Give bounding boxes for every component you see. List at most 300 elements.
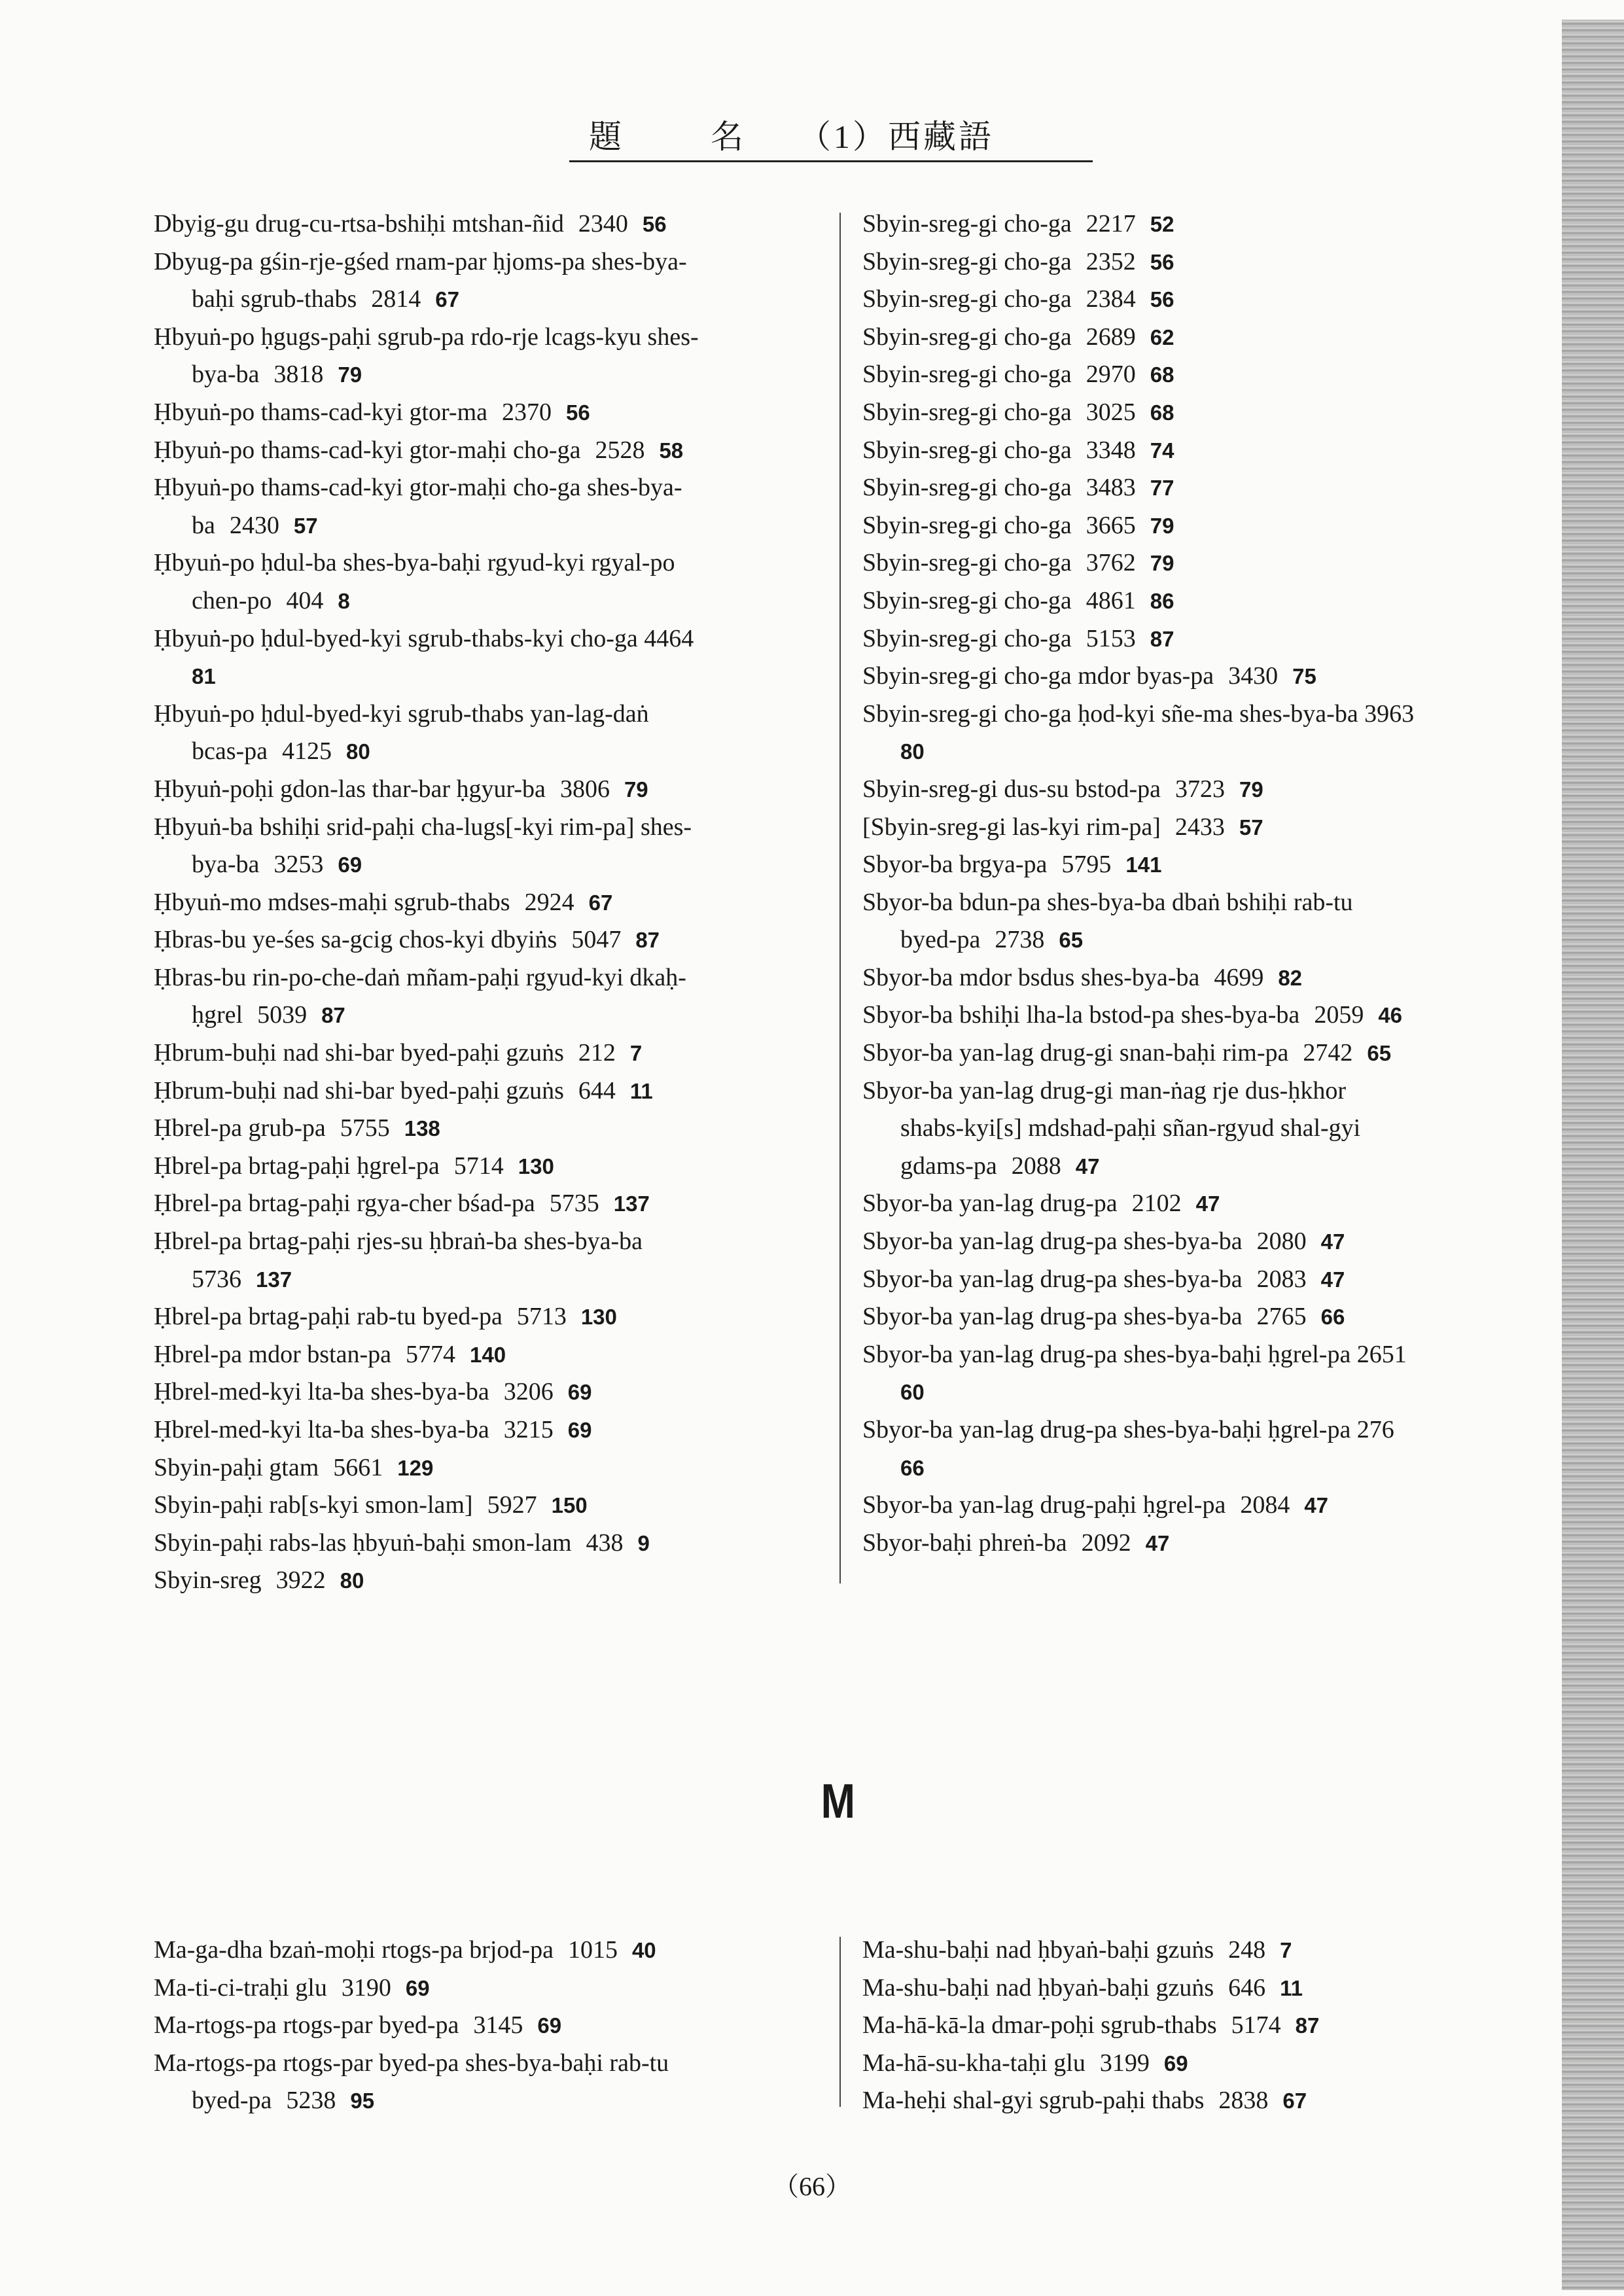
entry-title xyxy=(862,582,1414,620)
page-reference: 47 xyxy=(1145,1530,1170,1555)
page-reference: 69 xyxy=(567,1380,592,1405)
index-entry xyxy=(862,1185,1414,1223)
entry-title xyxy=(862,319,1414,357)
page-reference: 137 xyxy=(613,1192,650,1216)
entry-text: Ḥbyuṅ-po ḥgugs-paḥi sgrub-pa rdo-rje lcags-kyu shes- xyxy=(154,323,699,351)
entry-text: Ma-shu-baḥi nad ḥbyaṅ-baḥi gzuṅs xyxy=(862,1936,1214,1964)
index-entry xyxy=(154,1487,699,1525)
index-entry xyxy=(862,1932,1319,1969)
index-entry xyxy=(154,1411,699,1449)
entry-text: Sbyor-ba mdor bsdus shes-bya-ba xyxy=(862,963,1200,991)
entry-text: Sbyin-paḥi rab[s-kyi smon-lam] xyxy=(154,1491,473,1519)
entry-title xyxy=(862,281,1414,319)
index-entry xyxy=(154,469,699,544)
page-reference: 65 xyxy=(1059,928,1084,953)
entry-title xyxy=(862,356,1414,394)
entry-title-continued xyxy=(154,658,699,696)
catalog-number: 2970 xyxy=(1086,361,1136,389)
entry-text: Sbyor-ba yan-lag drug-pa shes-bya-ba xyxy=(862,1303,1243,1331)
entry-title xyxy=(862,997,1414,1034)
entry-title xyxy=(154,544,699,582)
entry-text: Ma-hā-kā-la dmar-poḥi sgrub-thabs xyxy=(862,2011,1217,2040)
index-entry xyxy=(154,1185,699,1223)
index-entry xyxy=(862,319,1414,357)
index-column-lower-right xyxy=(862,1932,1319,2120)
header-title-left: 題 xyxy=(589,118,624,155)
entry-text: Ma-rtogs-pa rtogs-par byed-pa shes-bya-baḥi rab-tu xyxy=(154,2049,669,2077)
page-reference: 87 xyxy=(1295,2013,1320,2038)
entry-title xyxy=(154,1185,699,1223)
entry-text: Sbyin-sreg-gi cho-ga xyxy=(862,624,1072,652)
index-entry xyxy=(862,771,1414,809)
entry-text: Ḥbyuṅ-po ḥdul-ba shes-bya-baḥi rgyud-kyi rgyal-po xyxy=(154,549,675,577)
page-reference: 130 xyxy=(580,1305,617,1330)
index-entry xyxy=(154,243,699,319)
catalog-number: 404 xyxy=(286,586,324,614)
page-reference: 129 xyxy=(397,1455,434,1480)
entry-title-continued xyxy=(862,733,1414,771)
page-reference: 140 xyxy=(470,1342,506,1367)
index-entry xyxy=(154,620,699,696)
page-reference: 87 xyxy=(321,1003,345,1028)
catalog-number: 3723 xyxy=(1174,775,1225,803)
entry-title xyxy=(154,1562,699,1600)
entry-text: Ḥbrel-med-kyi lta-ba shes-bya-ba xyxy=(154,1416,489,1443)
catalog-number: 5714 xyxy=(453,1152,504,1180)
page-reference: 47 xyxy=(1320,1229,1345,1254)
index-entry xyxy=(862,997,1414,1034)
entry-title-continued xyxy=(862,1148,1414,1186)
entry-text: Ḥbras-bu ye-śes sa-gcig chos-kyi dbyiṅs xyxy=(154,926,557,954)
index-entry xyxy=(862,2045,1319,2083)
entry-title-continued xyxy=(154,846,699,884)
entry-title-continued xyxy=(154,582,699,620)
index-entry xyxy=(154,1034,699,1072)
index-entry xyxy=(862,1969,1319,2007)
entry-title xyxy=(154,1223,699,1261)
header-subtitle: （1）西藏語 xyxy=(798,118,994,155)
index-entry xyxy=(154,394,699,432)
entry-text: bcas-pa xyxy=(192,737,268,766)
catalog-number: 5927 xyxy=(487,1491,537,1519)
entry-text: ḥgrel xyxy=(192,1001,243,1029)
index-entry xyxy=(862,959,1414,997)
page-reference: 8 xyxy=(338,588,350,613)
entry-text: Sbyor-ba yan-lag drug-gi man-ṅag rje dus-ḥkhor xyxy=(862,1076,1346,1104)
page-reference: 79 xyxy=(1239,777,1263,802)
index-entry xyxy=(862,1072,1414,1186)
catalog-number: 2092 xyxy=(1081,1528,1131,1557)
entry-title xyxy=(154,1373,699,1411)
catalog-number: 3199 xyxy=(1099,2049,1150,2077)
entry-text: byed-pa xyxy=(192,2087,272,2115)
entry-title-continued xyxy=(862,1373,1414,1411)
entry-title-continued xyxy=(862,1110,1414,1148)
entry-title xyxy=(862,507,1414,545)
index-entry xyxy=(154,771,699,809)
index-entry xyxy=(154,432,699,470)
index-entry xyxy=(862,1487,1414,1525)
index-entry xyxy=(154,809,699,884)
entry-text: Sbyor-ba brgya-pa xyxy=(862,851,1048,879)
page-reference: 69 xyxy=(1163,2051,1188,2075)
entry-title xyxy=(862,846,1414,884)
catalog-number: 5047 xyxy=(571,926,622,954)
catalog-number: 438 xyxy=(586,1528,624,1557)
entry-title xyxy=(154,2045,669,2083)
page-reference: 57 xyxy=(1239,815,1263,839)
index-entry xyxy=(862,846,1414,884)
catalog-number: 4699 xyxy=(1214,963,1264,991)
page-reference: 7 xyxy=(1280,1938,1292,1962)
index-entry xyxy=(862,809,1414,847)
entry-text: byed-pa xyxy=(900,926,981,954)
index-entry xyxy=(154,884,699,922)
entry-text: Ḥbyuṅ-po thams-cad-kyi gtor-maḥi cho-ga xyxy=(154,436,581,464)
entry-text: Ḥbyuṅ-po ḥdul-byed-kyi sgrub-thabs yan-lag-daṅ xyxy=(154,699,649,728)
index-entry xyxy=(154,205,699,243)
entry-title xyxy=(154,1525,699,1563)
entry-text: Sbyin-sreg-gi cho-ga xyxy=(862,549,1072,577)
index-entry xyxy=(862,432,1414,470)
catalog-number: 3483 xyxy=(1086,474,1136,502)
entry-title xyxy=(862,469,1414,507)
page-reference: 79 xyxy=(624,777,648,802)
page-reference: 80 xyxy=(346,739,370,764)
catalog-number: 5774 xyxy=(406,1340,455,1368)
entry-text: Sbyor-ba yan-lag drug-pa shes-bya-baḥi ḥgrel-pa 2651 xyxy=(862,1340,1407,1368)
catalog-number: 2814 xyxy=(371,285,421,313)
catalog-number: 212 xyxy=(578,1039,616,1067)
page-reference: 47 xyxy=(1075,1154,1100,1178)
catalog-number: 3215 xyxy=(503,1416,554,1443)
entry-title xyxy=(862,658,1414,696)
entry-text: [Sbyin-sreg-gi las-kyi rim-pa] xyxy=(862,813,1161,841)
entry-text: Ḥbrel-med-kyi lta-ba shes-bya-ba xyxy=(154,1378,489,1406)
catalog-number: 2352 xyxy=(1086,247,1136,275)
catalog-number: 3145 xyxy=(473,2011,523,2040)
index-entry xyxy=(154,319,699,394)
entry-text: Sbyin-sreg-gi cho-ga xyxy=(862,511,1072,539)
entry-text: Ḥbyuṅ-po ḥdul-byed-kyi sgrub-thabs-kyi cho-ga 4464 xyxy=(154,624,694,652)
entry-title xyxy=(154,319,699,357)
index-entry xyxy=(154,2007,669,2045)
entry-title xyxy=(154,771,699,809)
catalog-number: 3762 xyxy=(1086,549,1136,577)
index-entry xyxy=(862,1034,1414,1072)
index-entry xyxy=(862,544,1414,582)
entry-text: Sbyor-baḥi phreṅ-ba xyxy=(862,1528,1067,1557)
catalog-number: 2742 xyxy=(1303,1039,1353,1067)
page-reference: 56 xyxy=(566,400,590,425)
entry-text: Sbyin-sreg-gi cho-ga mdor byas-pa xyxy=(862,662,1214,690)
entry-title xyxy=(154,394,699,432)
entry-title xyxy=(862,205,1414,243)
catalog-number: 3430 xyxy=(1228,662,1279,690)
catalog-number: 3806 xyxy=(559,775,610,803)
entry-text: Sbyor-ba yan-lag drug-pa xyxy=(862,1190,1118,1218)
header-title xyxy=(569,111,759,158)
index-entry xyxy=(862,394,1414,432)
catalog-number: 5153 xyxy=(1086,624,1136,652)
index-entry xyxy=(862,884,1414,959)
page-reference: 11 xyxy=(1280,1975,1303,2000)
entry-title xyxy=(154,1932,669,1969)
entry-title xyxy=(862,1336,1414,1374)
index-entry xyxy=(154,1449,699,1487)
entry-text: Sbyor-ba yan-lag drug-gi snan-baḥi rim-pa xyxy=(862,1039,1289,1067)
index-entry xyxy=(862,1336,1414,1411)
catalog-number: 2384 xyxy=(1086,285,1136,313)
page-reference: 74 xyxy=(1150,438,1174,463)
entry-text: bya-ba xyxy=(192,851,260,879)
catalog-number: 2433 xyxy=(1174,813,1225,841)
index-entry xyxy=(154,1298,699,1336)
index-entry xyxy=(154,1969,669,2007)
entry-text: Ḥbrum-buḥi nad shi-bar byed-paḥi gzuṅs xyxy=(154,1076,564,1104)
entry-title xyxy=(154,1449,699,1487)
entry-title xyxy=(862,771,1414,809)
entry-text: Ḥbrel-pa brtag-paḥi rjes-su ḥbraṅ-ba shes-bya-ba xyxy=(154,1227,643,1256)
index-entry xyxy=(154,544,699,620)
entry-text: Ḥbyuṅ-mo mdses-maḥi sgrub-thabs xyxy=(154,888,510,916)
entry-title xyxy=(862,243,1414,281)
page-reference: 69 xyxy=(537,2013,562,2038)
catalog-number: 3818 xyxy=(274,361,324,389)
page-reference: 79 xyxy=(1150,513,1174,538)
entry-text: Sbyin-sreg-gi cho-ga xyxy=(862,436,1072,464)
index-entry xyxy=(862,205,1414,243)
entry-title-continued xyxy=(154,356,699,394)
index-entry xyxy=(862,243,1414,281)
entry-title-continued xyxy=(154,997,699,1034)
entry-text: bya-ba xyxy=(192,361,260,389)
entry-title xyxy=(862,1525,1414,1563)
entry-text: Sbyin-sreg-gi cho-ga xyxy=(862,210,1072,238)
index-entry xyxy=(862,469,1414,507)
index-entry xyxy=(862,2007,1319,2045)
entry-text: chen-po xyxy=(192,586,272,614)
page-reference: 11 xyxy=(629,1078,653,1103)
entry-text: Sbyor-ba bdun-pa shes-bya-ba dbaṅ bshiḥi rab-tu xyxy=(862,888,1353,916)
page-reference: 67 xyxy=(588,890,613,915)
entry-title xyxy=(862,2007,1319,2045)
page-reference: 87 xyxy=(1150,626,1174,651)
entry-text: Ḥbrel-pa brtag-paḥi rgya-cher bśad-pa xyxy=(154,1190,535,1218)
catalog-number: 5174 xyxy=(1231,2011,1281,2040)
page-reference: 75 xyxy=(1292,664,1316,689)
page-reference: 56 xyxy=(1150,287,1174,312)
entry-title xyxy=(862,394,1414,432)
catalog-number: 2059 xyxy=(1314,1001,1364,1029)
entry-title-continued xyxy=(154,1261,699,1299)
page-reference: 77 xyxy=(1150,476,1174,501)
catalog-number: 5713 xyxy=(516,1303,567,1331)
catalog-number: 2528 xyxy=(595,436,645,464)
entry-title xyxy=(862,1185,1414,1223)
index-entry xyxy=(154,959,699,1034)
entry-title-continued xyxy=(154,2082,669,2120)
index-entry xyxy=(862,620,1414,658)
entry-text: gdams-pa xyxy=(900,1152,997,1180)
page-reference: 40 xyxy=(631,1938,656,1962)
entry-title xyxy=(862,1261,1414,1299)
catalog-number: 5238 xyxy=(286,2087,336,2115)
entry-title xyxy=(862,620,1414,658)
entry-text: Sbyin-paḥi gtam xyxy=(154,1453,319,1481)
page-reference: 138 xyxy=(404,1116,440,1141)
index-entry xyxy=(862,356,1414,394)
page-reference: 68 xyxy=(1150,400,1174,425)
entry-text: Sbyor-ba yan-lag drug-pa shes-bya-baḥi ḥgrel-pa 276 xyxy=(862,1416,1394,1443)
entry-text: 5736 xyxy=(192,1265,241,1293)
catalog-number: 4861 xyxy=(1086,586,1136,614)
page-reference: 62 xyxy=(1150,325,1174,349)
column-divider-lower xyxy=(839,1937,841,2107)
page-reference: 79 xyxy=(1150,551,1174,576)
index-entry xyxy=(862,1261,1414,1299)
entry-title xyxy=(154,243,699,281)
entry-text: baḥi sgrub-thabs xyxy=(192,285,357,313)
entry-title xyxy=(154,469,699,507)
entry-text: Sbyin-sreg-gi cho-ga xyxy=(862,323,1072,351)
page-reference: 7 xyxy=(629,1041,643,1066)
entry-title xyxy=(154,432,699,470)
entry-title xyxy=(154,809,699,847)
index-entry xyxy=(154,1373,699,1411)
entry-title xyxy=(154,620,699,658)
entry-title xyxy=(862,696,1414,733)
entry-title xyxy=(154,921,699,959)
page-reference: 46 xyxy=(1378,1003,1403,1028)
entry-text: Ḥbrel-pa brtag-paḥi ḥgrel-pa xyxy=(154,1152,440,1180)
page-reference: 79 xyxy=(338,362,362,387)
entry-title xyxy=(154,1110,699,1148)
entry-title xyxy=(862,1411,1414,1449)
entry-title xyxy=(862,2082,1319,2120)
index-entry xyxy=(154,1336,699,1374)
entry-text: Ma-heḥi shal-gyi sgrub-paḥi thabs xyxy=(862,2087,1205,2115)
entry-text: Ḥbras-bu rin-po-che-daṅ mñam-paḥi rgyud-kyi dkaḥ- xyxy=(154,963,686,991)
catalog-number: 5795 xyxy=(1061,851,1112,879)
page-reference: 150 xyxy=(551,1493,588,1518)
page-reference: 47 xyxy=(1195,1192,1220,1216)
entry-text: Dbyig-gu drug-cu-rtsa-bshiḥi mtshan-ñid xyxy=(154,210,564,238)
catalog-number: 2838 xyxy=(1218,2087,1269,2115)
entry-text: Sbyin-sreg-gi cho-ga xyxy=(862,247,1072,275)
entry-text: Sbyor-ba yan-lag drug-pa shes-bya-ba xyxy=(862,1265,1243,1293)
catalog-number: 2689 xyxy=(1086,323,1136,351)
entry-text: Sbyor-ba bshiḥi lha-la bstod-pa shes-bya-ba xyxy=(862,1001,1300,1029)
page-reference: 66 xyxy=(1320,1305,1345,1330)
entry-title xyxy=(862,432,1414,470)
page-reference: 56 xyxy=(1150,249,1174,274)
entry-title xyxy=(154,1034,699,1072)
catalog-number: 2924 xyxy=(524,888,574,916)
entry-text: Sbyor-ba yan-lag drug-pa shes-bya-ba xyxy=(862,1227,1243,1256)
entry-text: ba xyxy=(192,511,215,539)
entry-title xyxy=(862,1932,1319,1969)
catalog-number: 2102 xyxy=(1131,1190,1182,1218)
entry-text: shabs-kyi[s] mdshad-paḥi sñan-rgyud shal-gyi xyxy=(900,1114,1361,1142)
entry-text: Ma-rtogs-pa rtogs-par byed-pa xyxy=(154,2011,459,2040)
header-title-right: 名 xyxy=(711,118,746,155)
catalog-number: 5039 xyxy=(257,1001,308,1029)
entry-title-continued xyxy=(862,1449,1414,1487)
catalog-number: 1015 xyxy=(567,1936,618,1964)
page-reference: 80 xyxy=(900,739,925,764)
catalog-number: 2430 xyxy=(229,511,279,539)
entry-title xyxy=(154,1487,699,1525)
index-entry xyxy=(862,1298,1414,1336)
catalog-number: 2217 xyxy=(1086,210,1136,238)
entry-text: Sbyin-sreg-gi cho-ga xyxy=(862,361,1072,389)
entry-text: Ma-shu-baḥi nad ḥbyaṅ-baḥi gzuṅs xyxy=(862,1973,1214,2002)
page-reference: 69 xyxy=(338,853,362,877)
entry-text: Ma-ti-ci-traḥi glu xyxy=(154,1973,327,2002)
entry-title xyxy=(154,696,699,733)
catalog-number: 4125 xyxy=(282,737,332,766)
page-reference: 57 xyxy=(293,513,318,538)
index-column-upper-left xyxy=(154,205,699,1600)
entry-title xyxy=(862,1298,1414,1336)
entry-text: Sbyin-paḥi rabs-las ḥbyuṅ-baḥi smon-lam xyxy=(154,1528,572,1557)
catalog-number: 3206 xyxy=(503,1378,554,1406)
entry-title-continued xyxy=(862,921,1414,959)
page-reference: 65 xyxy=(1367,1041,1392,1066)
entry-title xyxy=(154,1298,699,1336)
page-number: （66） xyxy=(773,2172,851,2201)
catalog-number: 644 xyxy=(578,1076,616,1104)
catalog-number: 2088 xyxy=(1011,1152,1061,1180)
page-reference: 141 xyxy=(1125,853,1162,877)
entry-title xyxy=(862,1487,1414,1525)
entry-title xyxy=(862,809,1414,847)
entry-text: Sbyin-sreg-gi cho-ga ḥod-kyi sñe-ma shes-bya-ba 3963 xyxy=(862,699,1415,728)
entry-title xyxy=(154,1336,699,1374)
entry-title xyxy=(154,1969,669,2007)
index-entry xyxy=(862,507,1414,545)
page-reference: 68 xyxy=(1150,362,1174,387)
index-entry xyxy=(154,2045,669,2120)
entry-title-continued xyxy=(154,507,699,545)
index-entry xyxy=(154,1110,699,1148)
index-entry xyxy=(862,281,1414,319)
entry-text: Ḥbyuṅ-ba bshiḥi srid-paḥi cha-lugs[-kyi rim-pa] shes- xyxy=(154,813,692,841)
entry-text: Sbyor-ba yan-lag drug-paḥi ḥgrel-pa xyxy=(862,1491,1226,1519)
column-divider-upper xyxy=(839,213,841,1583)
page-reference: 66 xyxy=(900,1455,925,1480)
catalog-number: 2083 xyxy=(1256,1265,1307,1293)
page-reference: 69 xyxy=(567,1418,592,1442)
catalog-number: 3190 xyxy=(341,1973,391,2002)
catalog-number: 2340 xyxy=(578,210,628,238)
entry-text: Ḥbyuṅ-po thams-cad-kyi gtor-ma xyxy=(154,398,487,426)
entry-text: Ḥbrum-buḥi nad shi-bar byed-paḥi gzuṅs xyxy=(154,1039,564,1067)
catalog-number: 3025 xyxy=(1086,398,1136,426)
page-reference: 69 xyxy=(405,1975,430,2000)
index-entry xyxy=(154,1562,699,1600)
index-entry xyxy=(154,1223,699,1298)
catalog-number: 2084 xyxy=(1240,1491,1290,1519)
catalog-number: 646 xyxy=(1228,1973,1266,2002)
catalog-number: 2738 xyxy=(995,926,1045,954)
page-reference: 86 xyxy=(1150,588,1174,613)
entry-text: Sbyin-sreg-gi cho-ga xyxy=(862,474,1072,502)
entry-text: Ḥbrel-pa mdor bstan-pa xyxy=(154,1340,391,1368)
entry-title xyxy=(154,959,699,997)
entry-text: Sbyin-sreg-gi dus-su bstod-pa xyxy=(862,775,1161,803)
